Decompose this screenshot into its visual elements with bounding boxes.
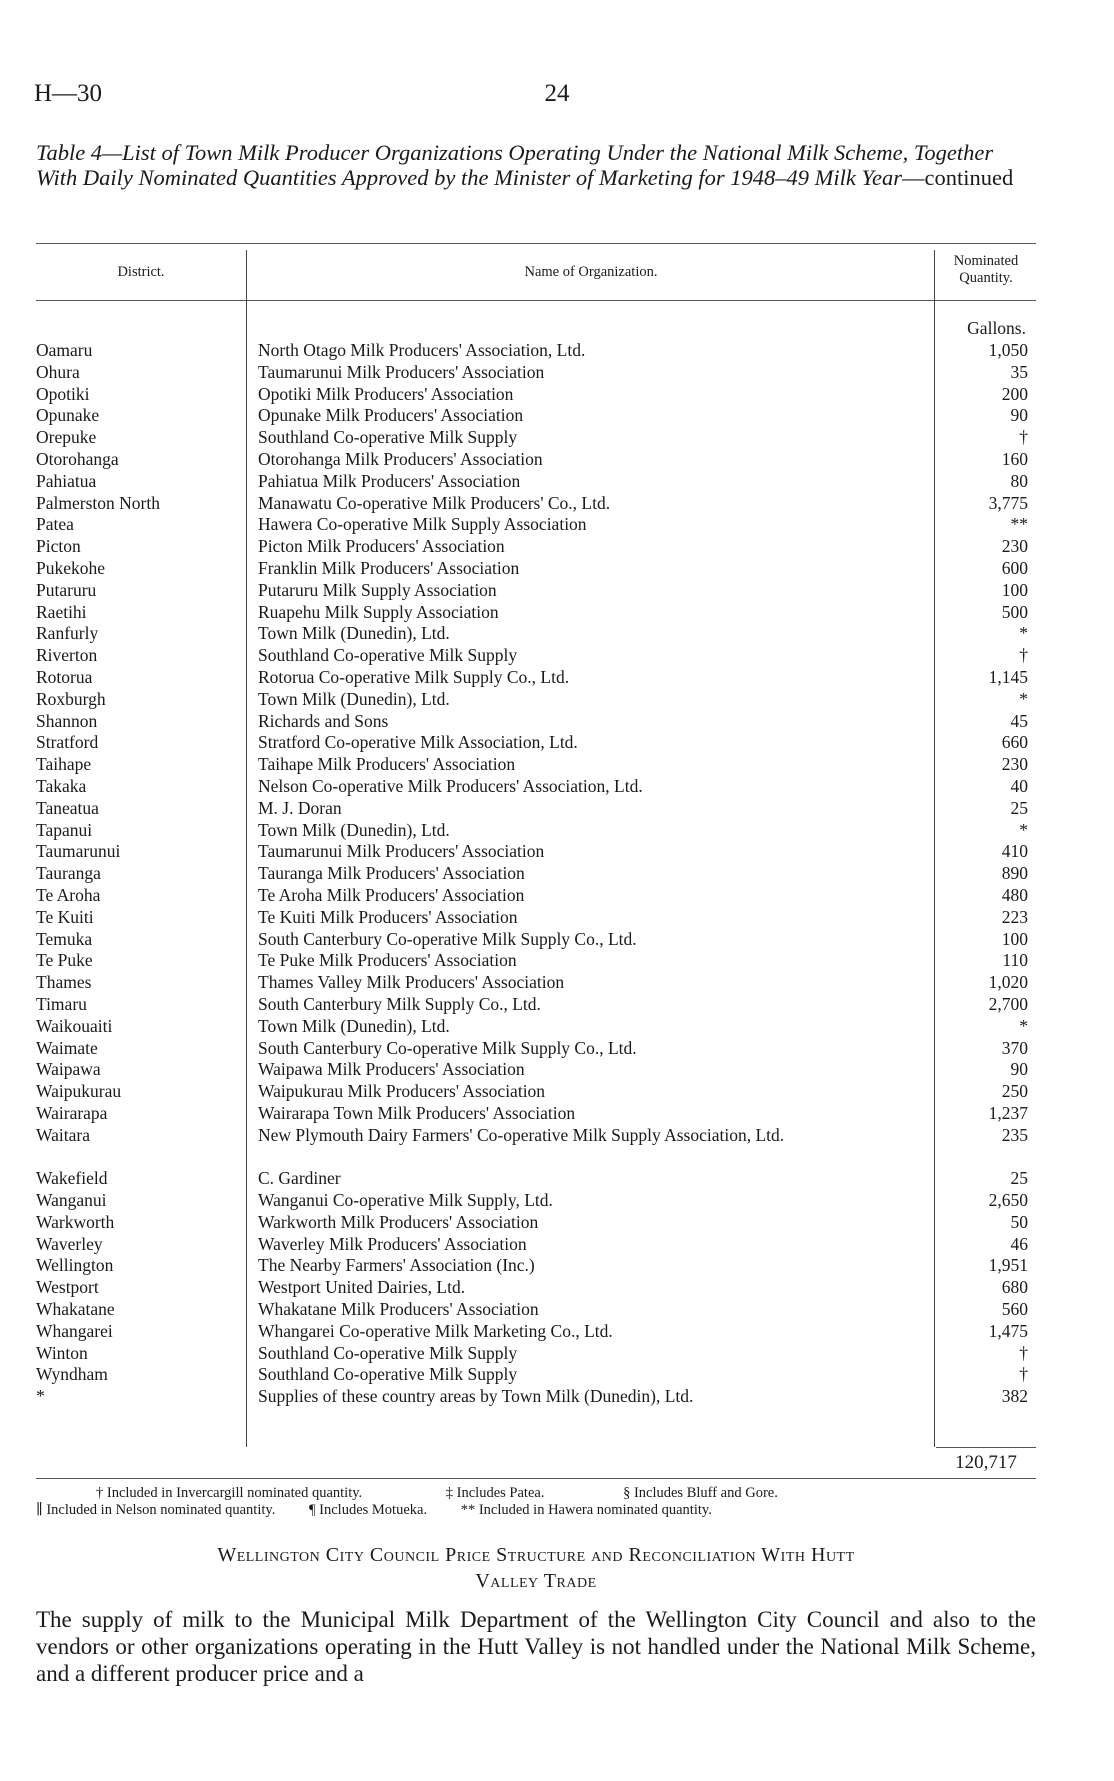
table-row xyxy=(36,689,1036,711)
quantity-cell: * xyxy=(1019,623,1028,644)
organization-cell: Te Kuiti Milk Producers' Association xyxy=(258,906,518,927)
district-cell: Putaruru xyxy=(36,579,97,600)
table-caption xyxy=(36,140,1036,190)
quantity-cell: 890 xyxy=(1001,863,1028,884)
section-heading-line1: Wellington City Council Price Structure and Reconciliation With Hutt xyxy=(217,1544,855,1566)
footnote-motueka: ¶ Includes Motueka. xyxy=(308,1502,428,1518)
quantity-cell: 3,775 xyxy=(988,492,1028,513)
table-row xyxy=(36,558,1036,580)
organization-cell: Southland Co-operative Milk Supply xyxy=(258,1364,518,1385)
organization-cell: Picton Milk Producers' Association xyxy=(258,536,505,557)
organization-cell: Town Milk (Dunedin), Ltd. xyxy=(258,1015,450,1036)
district-cell: Waipawa xyxy=(36,1059,101,1080)
organization-cell: Southland Co-operative Milk Supply xyxy=(258,645,518,666)
district-cell: Te Puke xyxy=(36,950,93,971)
quantity-cell: 230 xyxy=(1001,754,1028,775)
organization-cell: Te Aroha Milk Producers' Association xyxy=(258,884,525,905)
quantity-cell: * xyxy=(1019,819,1028,840)
organization-cell: Waverley Milk Producers' Association xyxy=(258,1233,527,1254)
district-cell: Palmerston North xyxy=(36,492,160,513)
quantity-cell: 2,650 xyxy=(988,1190,1028,1211)
table-row xyxy=(36,384,1036,406)
footnote-bluff-gore: § Includes Bluff and Gore. xyxy=(623,1485,778,1501)
table-row xyxy=(36,1103,1036,1125)
table-row xyxy=(36,820,1036,842)
table-row xyxy=(36,863,1036,885)
organization-cell: Manawatu Co-operative Milk Producers' Co., Ltd. xyxy=(258,492,611,513)
table-row xyxy=(36,580,1036,602)
section-paragraph: The supply of milk to the Municipal Milk Department of the Wellington City Council and also to the vendors or other organizations operating in the Hutt Valley is not handled under the National Milk Scheme, and a different producer price and a xyxy=(36,1607,1036,1686)
table-row xyxy=(36,1212,1036,1234)
quantity-cell: 50 xyxy=(1010,1211,1028,1232)
district-cell: Shannon xyxy=(36,710,98,731)
organization-cell: Southland Co-operative Milk Supply xyxy=(258,427,518,448)
table-row xyxy=(36,1190,1036,1212)
quantity-cell: 660 xyxy=(1001,732,1028,753)
quantity-cell: 160 xyxy=(1001,448,1028,469)
district-cell: Taihape xyxy=(36,754,92,775)
organization-cell: Taihape Milk Producers' Association xyxy=(258,754,516,775)
organization-cell: Warkworth Milk Producers' Association xyxy=(258,1211,539,1232)
table-bottom-rule xyxy=(36,1478,1036,1479)
district-cell: Stratford xyxy=(36,732,99,753)
organization-cell: North Otago Milk Producers' Association, Ltd. xyxy=(258,340,586,360)
district-cell: Winton xyxy=(36,1342,88,1363)
district-cell: Orepuke xyxy=(36,427,97,448)
quantity-cell: 2,700 xyxy=(988,993,1028,1014)
table-row xyxy=(36,907,1036,929)
table-row xyxy=(36,1016,1036,1038)
district-cell: Tauranga xyxy=(36,863,101,884)
quantity-cell: † xyxy=(1019,1364,1028,1385)
quantity-cell: 1,020 xyxy=(988,972,1028,993)
organization-cell: Westport United Dairies, Ltd. xyxy=(258,1277,466,1298)
district-cell: Waikouaiti xyxy=(36,1015,113,1036)
table-row xyxy=(36,405,1036,427)
quantity-cell: 1,050 xyxy=(988,340,1028,360)
district-cell: Timaru xyxy=(36,993,87,1014)
quantity-cell: * xyxy=(1019,688,1028,709)
organization-cell: Whangarei Co-operative Milk Marketing Co., Ltd. xyxy=(258,1320,613,1341)
section-heading-line2: Valley Trade xyxy=(475,1570,597,1592)
organization-cell: New Plymouth Dairy Farmers' Co-operative Milk Supply Association, Ltd. xyxy=(258,1124,785,1145)
table-row xyxy=(36,1168,1036,1190)
district-cell: Warkworth xyxy=(36,1211,115,1232)
district-cell: Wellington xyxy=(36,1255,114,1276)
quantity-cell: 560 xyxy=(1001,1299,1028,1320)
table-row xyxy=(36,1255,1036,1277)
quantity-cell: 110 xyxy=(1002,950,1028,971)
footnote-nelson: ∥ Included in Nelson nominated quantity. xyxy=(36,1502,276,1518)
quantity-units: Gallons. xyxy=(967,318,1026,338)
table-row xyxy=(36,449,1036,471)
district-cell: Temuka xyxy=(36,928,93,949)
organization-cell: The Nearby Farmers' Association (Inc.) xyxy=(258,1255,535,1276)
column-header-organization: Name of Organization. xyxy=(524,264,658,280)
table-row xyxy=(36,602,1036,624)
organization-cell: Whakatane Milk Producers' Association xyxy=(258,1299,539,1320)
footnote-hawera: ** Included in Hawera nominated quantity. xyxy=(460,1502,712,1518)
quantity-cell: 1,475 xyxy=(988,1320,1028,1341)
quantity-cell: 25 xyxy=(1010,797,1028,818)
quantity-cell: 90 xyxy=(1010,405,1028,426)
table-row xyxy=(36,1038,1036,1060)
table-row xyxy=(36,1059,1036,1081)
table-row xyxy=(36,1321,1036,1343)
district-cell: Ranfurly xyxy=(36,623,99,644)
district-cell: Pahiatua xyxy=(36,470,97,491)
quantity-cell: 100 xyxy=(1001,579,1028,600)
district-cell: Wakefield xyxy=(36,1168,108,1189)
table-row xyxy=(36,471,1036,493)
footnotes xyxy=(36,1485,1036,1519)
district-cell: Raetihi xyxy=(36,601,87,622)
organization-cell: Putaruru Milk Supply Association xyxy=(258,579,497,600)
organization-cell: Taumarunui Milk Producers' Association xyxy=(258,361,545,382)
quantity-cell: 382 xyxy=(1001,1386,1028,1407)
table-row xyxy=(36,754,1036,776)
district-cell: Oamaru xyxy=(36,340,93,360)
quantity-cell: 45 xyxy=(1010,710,1028,731)
district-cell: Te Aroha xyxy=(36,884,101,905)
column-header-quantity-line2: Quantity. xyxy=(959,270,1013,286)
table-row xyxy=(36,623,1036,645)
table-row xyxy=(36,1277,1036,1299)
district-cell: Taneatua xyxy=(36,797,99,818)
quantity-cell: 1,951 xyxy=(988,1255,1028,1276)
quantity-cell: 100 xyxy=(1001,928,1028,949)
district-cell: Opotiki xyxy=(36,383,90,404)
quantity-cell: † xyxy=(1019,1342,1028,1363)
table-row xyxy=(36,885,1036,907)
district-cell: Tapanui xyxy=(36,819,93,840)
organization-cell: Hawera Co-operative Milk Supply Association xyxy=(258,514,587,535)
column-header-quantity xyxy=(936,253,1036,287)
district-cell: Waitara xyxy=(36,1124,90,1145)
quantity-cell: 46 xyxy=(1010,1233,1028,1254)
organization-cell: Taumarunui Milk Producers' Association xyxy=(258,841,545,862)
table-row xyxy=(36,1386,1036,1408)
district-cell: Wanganui xyxy=(36,1190,107,1211)
organization-cell: Wairarapa Town Milk Producers' Association xyxy=(258,1102,576,1123)
district-cell: Westport xyxy=(36,1277,99,1298)
table-row xyxy=(36,362,1036,384)
table-row xyxy=(36,972,1036,994)
district-cell: Roxburgh xyxy=(36,688,106,709)
quantity-cell: 600 xyxy=(1001,557,1028,578)
total-quantity: 120,717 xyxy=(955,1452,1017,1473)
quantity-cell: 200 xyxy=(1001,383,1028,404)
district-cell: Rotorua xyxy=(36,666,93,687)
quantity-cell: 35 xyxy=(1010,361,1028,382)
table-header-rule xyxy=(36,300,1036,301)
table-row xyxy=(36,340,1036,362)
quantity-cell: 25 xyxy=(1010,1168,1028,1189)
quantity-cell: 80 xyxy=(1010,470,1028,491)
column-header-district: District. xyxy=(117,264,165,280)
organization-cell: Tauranga Milk Producers' Association xyxy=(258,863,525,884)
organization-cell: South Canterbury Co-operative Milk Supply Co., Ltd. xyxy=(258,1037,637,1058)
district-cell: * xyxy=(36,1386,45,1407)
organization-cell: C. Gardiner xyxy=(258,1168,341,1189)
table-row xyxy=(36,536,1036,558)
table-row xyxy=(36,645,1036,667)
organization-cell: Wanganui Co-operative Milk Supply, Ltd. xyxy=(258,1190,553,1211)
quantity-cell: 370 xyxy=(1001,1037,1028,1058)
organization-cell: Rotorua Co-operative Milk Supply Co., Ltd. xyxy=(258,666,570,687)
table-row xyxy=(36,1299,1036,1321)
table-top-rule xyxy=(36,243,1036,244)
quantity-cell: 500 xyxy=(1001,601,1028,622)
table-row xyxy=(36,667,1036,689)
quantity-cell: 90 xyxy=(1010,1059,1028,1080)
table-row xyxy=(36,1234,1036,1256)
district-cell: Takaka xyxy=(36,775,87,796)
table-row xyxy=(36,1364,1036,1386)
caption-italic: Table 4—List of Town Milk Producer Organizations Operating Under the National Milk Scheme, Together With Daily Nominated Quantities Approved by the Minister of Marketing for 1948–49 Milk Year xyxy=(36,140,994,190)
organization-cell: South Canterbury Milk Supply Co., Ltd. xyxy=(258,993,541,1014)
organization-cell: Stratford Co-operative Milk Association, Ltd. xyxy=(258,732,578,753)
organization-cell: Southland Co-operative Milk Supply xyxy=(258,1342,518,1363)
organization-cell: Te Puke Milk Producers' Association xyxy=(258,950,517,971)
organization-cell: Waipukurau Milk Producers' Association xyxy=(258,1081,546,1102)
district-cell: Ohura xyxy=(36,361,80,382)
district-cell: Patea xyxy=(36,514,74,535)
quantity-cell: 1,237 xyxy=(988,1102,1028,1123)
quantity-cell: 680 xyxy=(1001,1277,1028,1298)
footnote-patea: ‡ Includes Patea. xyxy=(445,1485,545,1501)
organization-cell: Town Milk (Dunedin), Ltd. xyxy=(258,623,450,644)
table-row xyxy=(36,798,1036,820)
quantity-cell: † xyxy=(1019,427,1028,448)
district-cell: Riverton xyxy=(36,645,98,666)
table-body xyxy=(36,340,1036,1408)
quantity-cell: 1,145 xyxy=(988,666,1028,687)
quantity-cell: 40 xyxy=(1010,775,1028,796)
table-row xyxy=(36,994,1036,1016)
section-heading xyxy=(36,1542,1036,1594)
column-header-quantity-line1: Nominated xyxy=(953,253,1019,269)
quantity-cell: † xyxy=(1019,645,1028,666)
document-reference: H—30 xyxy=(34,80,103,107)
district-cell: Waverley xyxy=(36,1233,103,1254)
organization-cell: Opunake Milk Producers' Association xyxy=(258,405,524,426)
district-cell: Wairarapa xyxy=(36,1102,108,1123)
organization-cell: Richards and Sons xyxy=(258,710,389,731)
district-cell: Whakatane xyxy=(36,1299,115,1320)
table-row xyxy=(36,776,1036,798)
organization-cell: Town Milk (Dunedin), Ltd. xyxy=(258,819,450,840)
table-row xyxy=(36,841,1036,863)
organization-cell: Town Milk (Dunedin), Ltd. xyxy=(258,688,450,709)
organization-cell: M. J. Doran xyxy=(258,797,342,818)
table-row xyxy=(36,950,1036,972)
footnote-invercargill: † Included in Invercargill nominated quantity. xyxy=(96,1485,363,1501)
table-header xyxy=(36,250,1036,300)
district-cell: Te Kuiti xyxy=(36,906,94,927)
page-header xyxy=(34,80,1080,112)
district-cell: Waimate xyxy=(36,1037,98,1058)
district-cell: Pukekohe xyxy=(36,557,106,578)
district-cell: Taumarunui xyxy=(36,841,121,862)
district-cell: Whangarei xyxy=(36,1320,113,1341)
district-cell: Otorohanga xyxy=(36,448,119,469)
district-cell: Picton xyxy=(36,536,81,557)
quantity-cell: 223 xyxy=(1001,906,1028,927)
organization-cell: Pahiatua Milk Producers' Association xyxy=(258,470,521,491)
quantity-cell: 410 xyxy=(1001,841,1028,862)
table-row xyxy=(36,514,1036,536)
district-cell: Wyndham xyxy=(36,1364,108,1385)
table-row xyxy=(36,711,1036,733)
quantity-cell: 250 xyxy=(1001,1081,1028,1102)
quantity-cell: 480 xyxy=(1001,884,1028,905)
organization-cell: Ruapehu Milk Supply Association xyxy=(258,601,499,622)
total-rule xyxy=(936,1447,1036,1448)
quantity-cell: * xyxy=(1019,1015,1028,1036)
table-row xyxy=(36,1125,1036,1169)
quantity-cell: 235 xyxy=(1001,1124,1028,1145)
table-row xyxy=(36,427,1036,449)
page-number: 24 xyxy=(544,80,570,107)
table-row xyxy=(36,1343,1036,1365)
organization-cell: Waipawa Milk Producers' Association xyxy=(258,1059,525,1080)
table-row xyxy=(36,929,1036,951)
organization-cell: South Canterbury Co-operative Milk Supply Co., Ltd. xyxy=(258,928,637,949)
organization-cell: Supplies of these country areas by Town Milk (Dunedin), Ltd. xyxy=(258,1386,694,1407)
table-row xyxy=(36,493,1036,515)
organization-cell: Franklin Milk Producers' Association xyxy=(258,557,520,578)
organization-cell: Opotiki Milk Producers' Association xyxy=(258,383,514,404)
district-cell: Opunake xyxy=(36,405,100,426)
caption-continued: —continued xyxy=(901,165,1014,190)
district-cell: Waipukurau xyxy=(36,1081,122,1102)
table-row xyxy=(36,732,1036,754)
organization-cell: Thames Valley Milk Producers' Association xyxy=(258,972,565,993)
organization-cell: Nelson Co-operative Milk Producers' Association, Ltd. xyxy=(258,775,643,796)
organization-cell: Otorohanga Milk Producers' Association xyxy=(258,448,543,469)
quantity-cell: 230 xyxy=(1001,536,1028,557)
quantity-cell: ** xyxy=(1010,514,1028,535)
table-row xyxy=(36,1081,1036,1103)
district-cell: Thames xyxy=(36,972,92,993)
